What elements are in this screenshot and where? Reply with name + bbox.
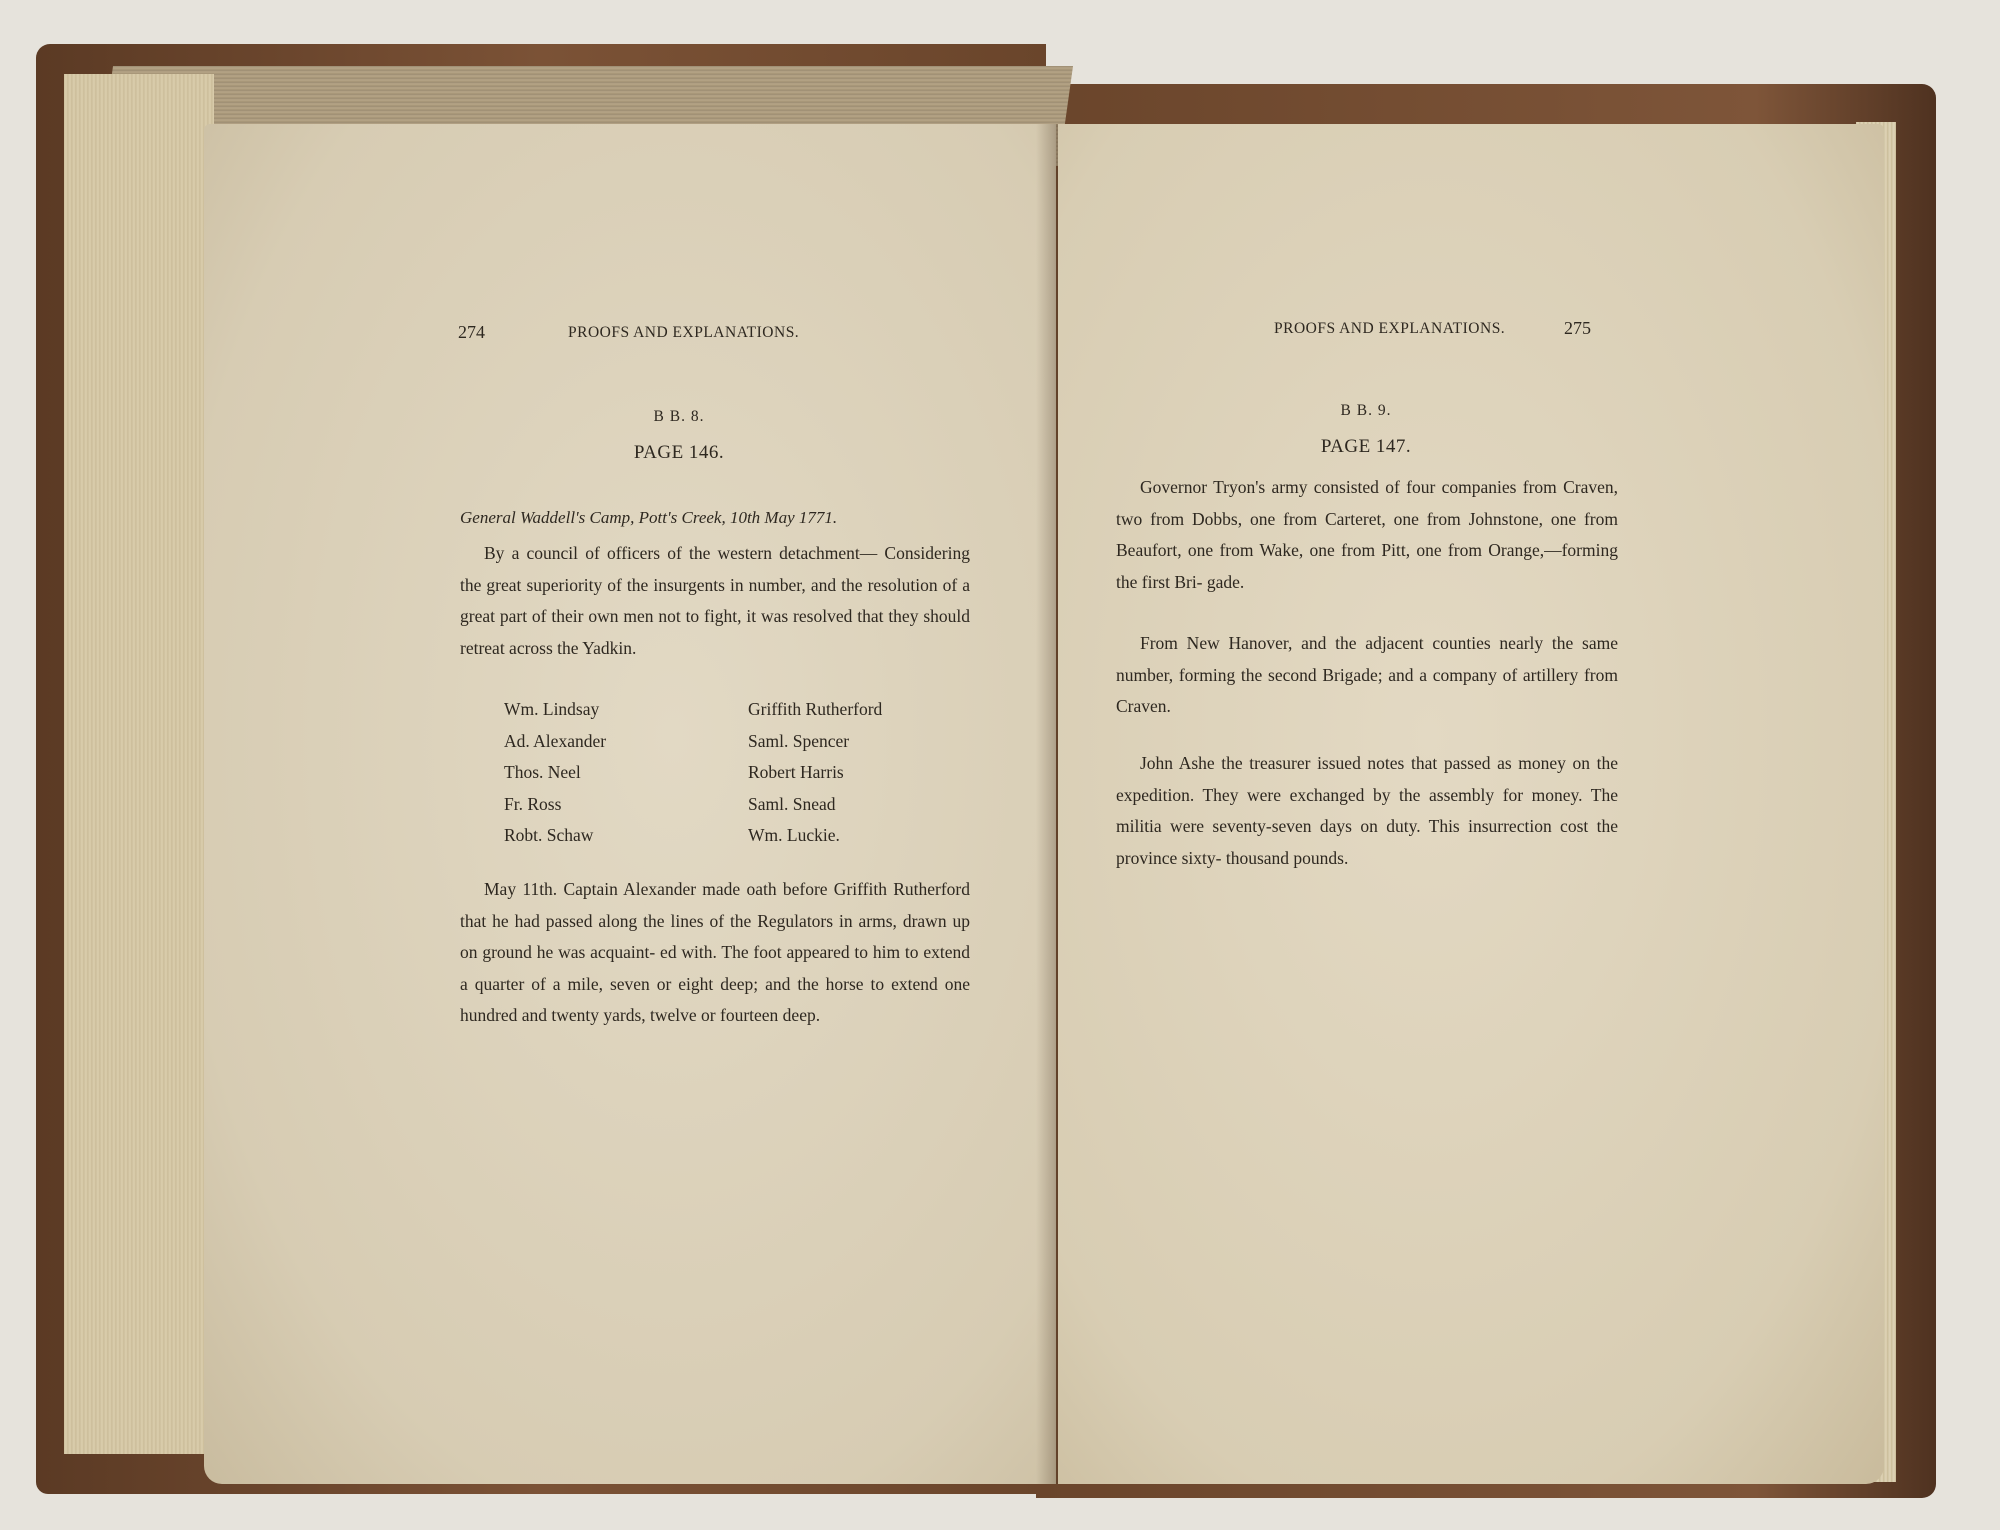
signatories-list [504,694,882,852]
running-head-right: PROOFS AND EXPLANATIONS. [1274,320,1506,337]
signatory-left: Ad. Alexander [504,730,607,751]
signatory-row [504,726,882,758]
signatory-left: Thos. Neel [504,762,581,782]
page-ref-right: PAGE 147. [1320,436,1412,457]
page-block-fore-edge [64,74,214,1454]
paragraph-army [1116,472,1618,598]
page-number-right: 275 [1564,318,1591,338]
signatory-right: Robert Harris [748,762,844,782]
paragraph-council [460,538,970,664]
paragraph-oath [460,874,970,1032]
paragraph-treasurer-text: John Ashe the treasurer issued notes that passed as money on the expedition. They were exchanged by the assembly for money. The militia were seventy-seven days on duty. This insurrection cost the province sixty- thousand pounds. [1116,753,1618,868]
section-id-left: B B. 8. [653,408,705,425]
paragraph-army-text: Governor Tryon's army consisted of four companies from Craven, two from Dobbs, one from Carteret, one from Johnstone, one from Beaufort, one from Wake, one from Pitt, one from Orange,—forming the first Bri- gade. [1116,477,1618,592]
signatory-right: Saml. Spencer [748,730,850,751]
paragraph-oath-text: May 11th. Captain Alexander made oath before Griffith Rutherford that he had passed along the lines of the Regulators in arms, drawn up on ground he was acquaint- ed with. The foot appeared to him to extend a quarter of a mile, seven or eight deep; and the horse to extend one hundred and twenty yards, twelve or fourteen deep. [460,879,970,1025]
signatory-right: Wm. Luckie. [748,825,840,845]
dateline: General Waddell's Camp, Pott's Creek, 10th May 1771. [460,508,838,527]
paragraph-treasurer [1116,748,1618,874]
signatory-row [504,789,882,821]
signatory-left: Fr. Ross [504,793,562,814]
right-page [1058,124,1884,1484]
section-id-right: B B. 9. [1340,402,1392,419]
paragraph-hanover-text: From New Hanover, and the adjacent counties nearly the same number, forming the second Brigade; and a company of artillery from Craven. [1116,633,1618,716]
page-number-left: 274 [458,322,485,342]
left-page [204,124,1056,1484]
signatory-left: Wm. Lindsay [504,699,600,719]
signatory-row [504,694,882,726]
signatory-left: Robt. Schaw [504,825,594,845]
running-head-left: PROOFS AND EXPLANATIONS. [568,324,800,341]
signatory-right: Saml. Snead [748,793,836,814]
paragraph-council-text: By a council of officers of the western detachment— Considering the great superiority of the insurgents in number, and the resolution of a great part of their own men not to fight, it was resolved that they should retreat across the Yadkin. [460,543,970,658]
signatory-row [504,820,882,852]
open-book [36,44,1938,1500]
signatory-right: Griffith Rutherford [748,699,883,719]
paragraph-hanover [1116,628,1618,723]
page-ref-left: PAGE 146. [633,442,725,463]
signatory-row [504,757,882,789]
